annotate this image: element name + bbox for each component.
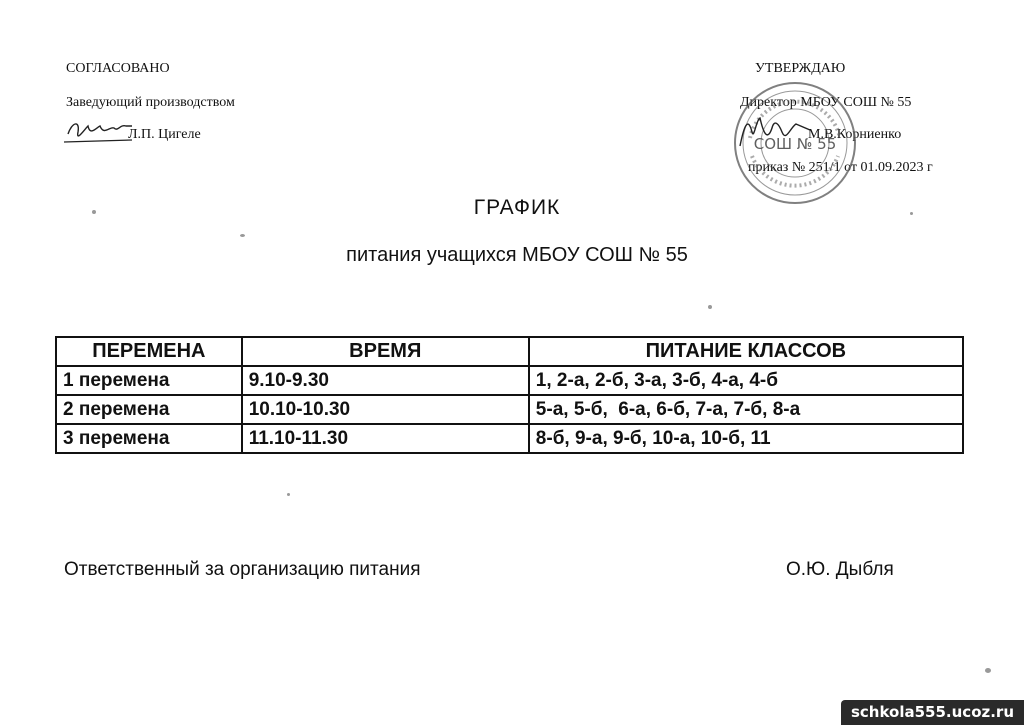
approval-right-heading: УТВЕРЖДАЮ [755,61,846,76]
scan-speck [240,234,245,237]
cell-break: 1 перемена [56,366,242,395]
approval-right-position: Директор МБОУ СОШ № 55 [740,95,912,110]
header-break: ПЕРЕМЕНА [56,337,242,366]
approval-left-position: Заведующий производством [66,95,235,110]
seal-center-text: СОШ № 55 [753,135,837,153]
cell-break: 2 перемена [56,395,242,424]
approval-right-name: М.В.Корниенко [808,127,902,142]
document-title: ГРАФИК [473,196,561,219]
table-row [56,366,963,395]
scan-speck [92,210,96,214]
responsible-name: О.Ю. Дыбля [786,559,894,580]
table-row [56,395,963,424]
scan-speck [708,305,712,309]
cell-time: 9.10-9.30 [242,366,529,395]
meal-schedule-table [55,336,964,454]
cell-classes: 5-а, 5-б, 6-а, 6-б, 7-а, 7-б, 8-а [529,395,963,424]
cell-break: 3 перемена [56,424,242,453]
cell-time: 11.10-11.30 [242,424,529,453]
document-subtitle: питания учащихся МБОУ СОШ № 55 [346,244,688,266]
cell-time: 10.10-10.30 [242,395,529,424]
responsible-label: Ответственный за организацию питания [64,559,421,580]
signature-right [730,106,820,156]
scan-speck [287,493,290,496]
cell-classes: 1, 2-а, 2-б, 3-а, 3-б, 4-а, 4-б [529,366,963,395]
header-time: ВРЕМЯ [242,337,529,366]
cell-classes: 8-б, 9-а, 9-б, 10-а, 10-б, 11 [529,424,963,453]
approval-right-order: приказ № 251/1 от 01.09.2023 г [748,160,933,175]
table-row [56,424,963,453]
scan-speck [910,212,913,215]
site-watermark: schkola555.ucoz.ru [841,700,1024,725]
signature-left [60,112,140,152]
approval-left-heading: СОГЛАСОВАНО [66,61,170,76]
approval-left-name: Л.П. Цигеле [128,127,201,142]
header-classes: ПИТАНИЕ КЛАССОВ [529,337,963,366]
scan-speck [985,668,991,673]
table-header-row [56,337,963,366]
